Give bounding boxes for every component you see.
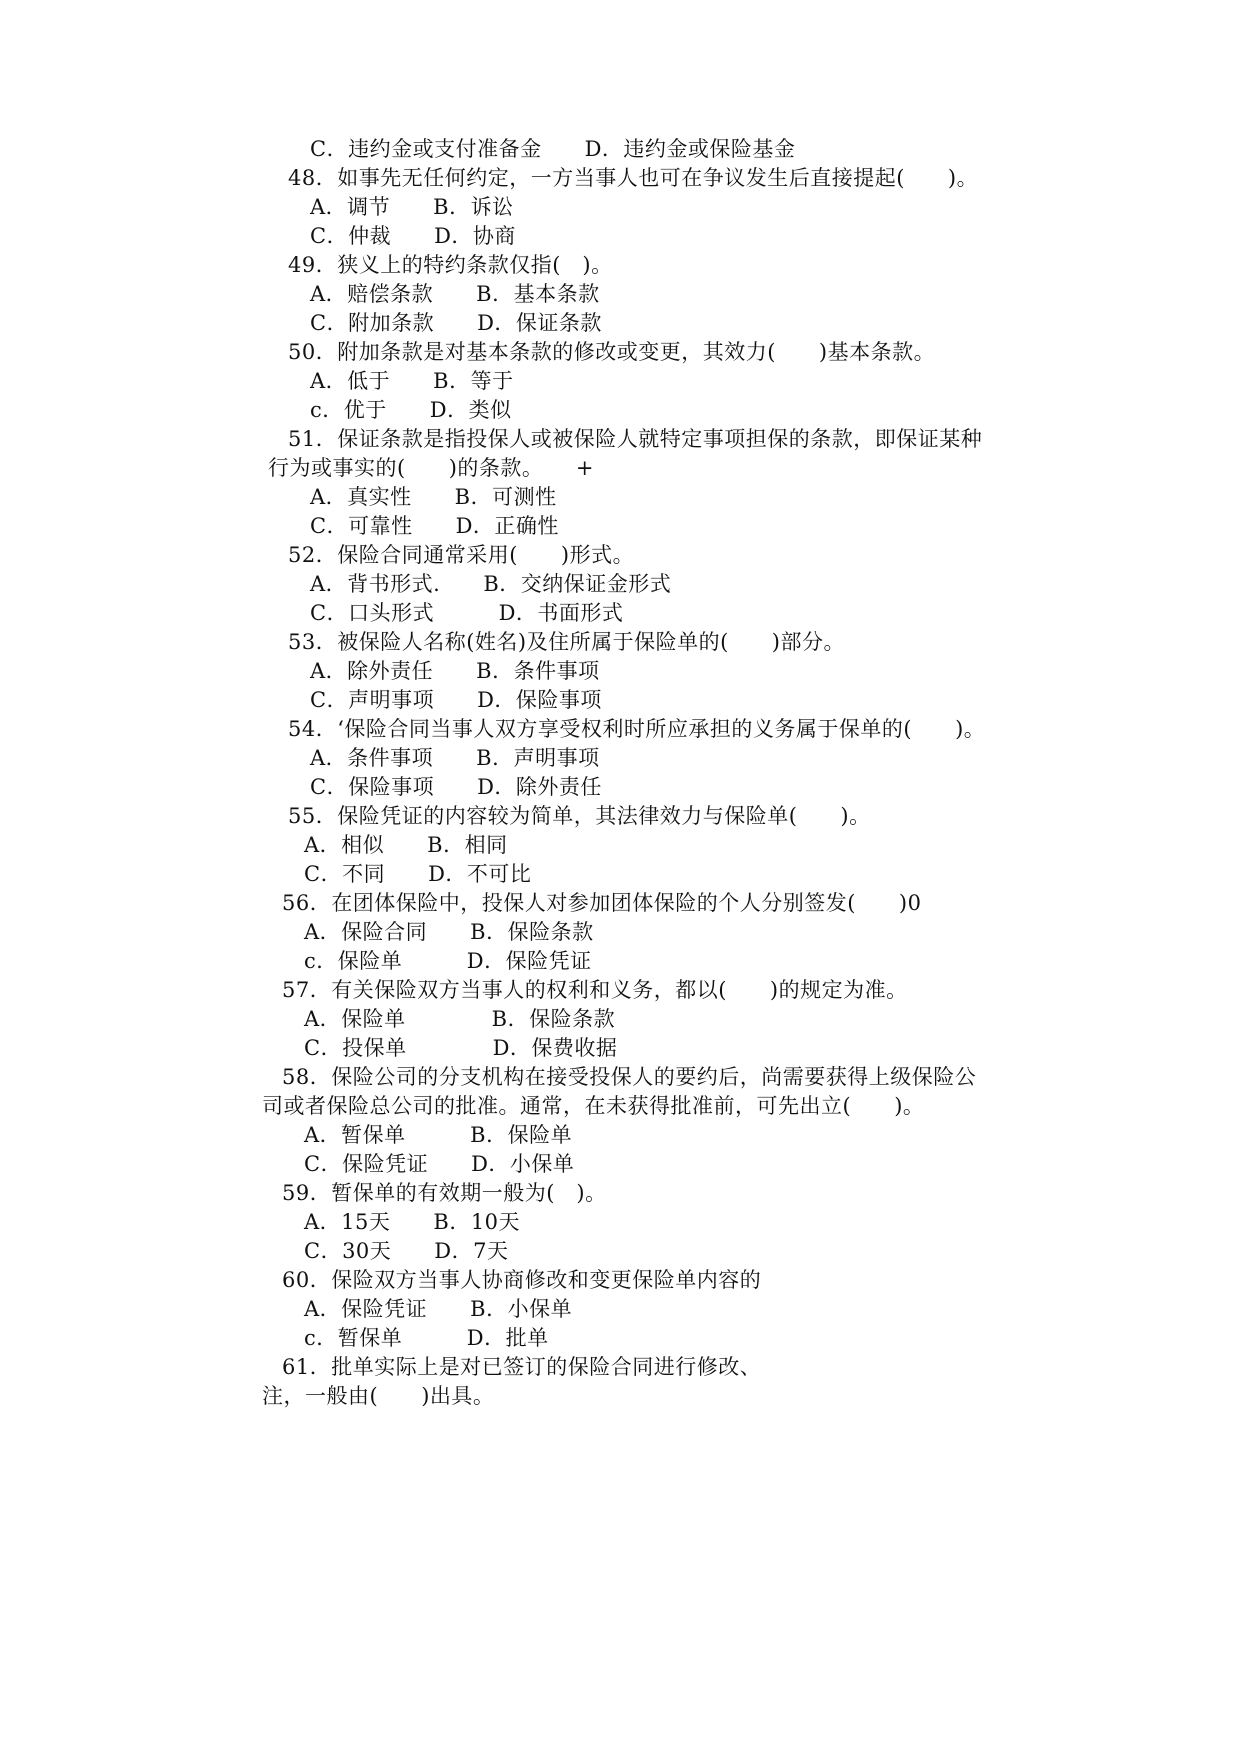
option-line: c．暂保单 D．批单 [304, 1326, 549, 1350]
question-49: 49．狭义上的特约条款仅指( )。 [288, 253, 613, 277]
question-55: 55．保险凭证的内容较为简单，其法律效力与保险单( )。 [288, 804, 871, 828]
option-line: C．口头形式 D．书面形式 [310, 601, 624, 625]
question-50: 50．附加条款是对基本条款的修改或变更，其效力( )基本条款。 [288, 340, 936, 364]
question-61-continued: 注，一般由( )出具。 [262, 1384, 495, 1408]
question-51-continued: 行为或事实的( )的条款。 + [268, 456, 594, 480]
option-line: A．条件事项 B．声明事项 [310, 746, 600, 770]
option-line: C．30天 D．7天 [304, 1239, 509, 1263]
option-line: A．除外责任 B．条件事项 [310, 659, 600, 683]
option-line: A．真实性 B．可测性 [310, 485, 557, 509]
question-59: 59．暂保单的有效期一般为( )。 [282, 1181, 607, 1205]
option-line: C．附加条款 D．保证条款 [310, 311, 602, 335]
option-line: C．可靠性 D．正确性 [310, 514, 559, 538]
question-54: 54．‘保险合同当事人双方享受权利时所应承担的义务属于保单的( )。 [288, 717, 986, 741]
option-line: A．暂保单 B．保险单 [304, 1123, 573, 1147]
option-line: A．背书形式. B．交纳保证金形式 [310, 572, 672, 596]
option-line: c．保险单 D．保险凭证 [304, 949, 592, 973]
option-line: A．保险合同 B．保险条款 [304, 920, 594, 944]
option-line: A．调节 B．诉讼 [310, 195, 514, 219]
question-48: 48．如事先无任何约定，一方当事人也可在争议发生后直接提起( )。 [288, 166, 979, 190]
question-57: 57．有关保险双方当事人的权利和义务，都以( )的规定为准。 [282, 978, 908, 1002]
option-line: C．保险凭证 D．小保单 [304, 1152, 575, 1176]
option-line: C．不同 D．不可比 [304, 862, 532, 886]
option-line: C．仲裁 D．协商 [310, 224, 516, 248]
option-line: C．违约金或支付准备金 D．违约金或保险基金 [310, 137, 796, 161]
option-line: C．投保单 D．保费收据 [304, 1036, 618, 1060]
question-56: 56．在团体保险中，投保人对参加团体保险的个人分别签发( )0 [282, 891, 922, 915]
option-line: C．保险事项 D．除外责任 [310, 775, 602, 799]
question-60: 60．保险双方当事人协商修改和变更保险单内容的 [282, 1268, 762, 1292]
option-line: c．优于 D．类似 [310, 398, 512, 422]
question-53: 53．被保险人名称(姓名)及住所属于保险单的( )部分。 [288, 630, 845, 654]
question-51: 51．保证条款是指投保人或被保险人就特定事项担保的条款，即保证某种 [288, 427, 983, 451]
option-line: A．相似 B．相同 [304, 833, 508, 857]
option-line: A．15天 B．10天 [304, 1210, 521, 1234]
option-line: C．声明事项 D．保险事项 [310, 688, 602, 712]
option-line: A．低于 B．等于 [310, 369, 514, 393]
question-61: 61．批单实际上是对已签订的保险合同进行修改、 [282, 1355, 762, 1379]
option-line: A．保险单 B．保险条款 [304, 1007, 616, 1031]
question-58: 58．保险公司的分支机构在接受投保人的要约后，尚需要获得上级保险公 [282, 1065, 977, 1089]
option-line: A．保险凭证 B．小保单 [304, 1297, 573, 1321]
question-58-continued: 司或者保险总公司的批准。通常，在未获得批准前，可先出立( )。 [262, 1094, 925, 1118]
question-52: 52．保险合同通常采用( )形式。 [288, 543, 635, 567]
option-line: A．赔偿条款 B．基本条款 [310, 282, 600, 306]
